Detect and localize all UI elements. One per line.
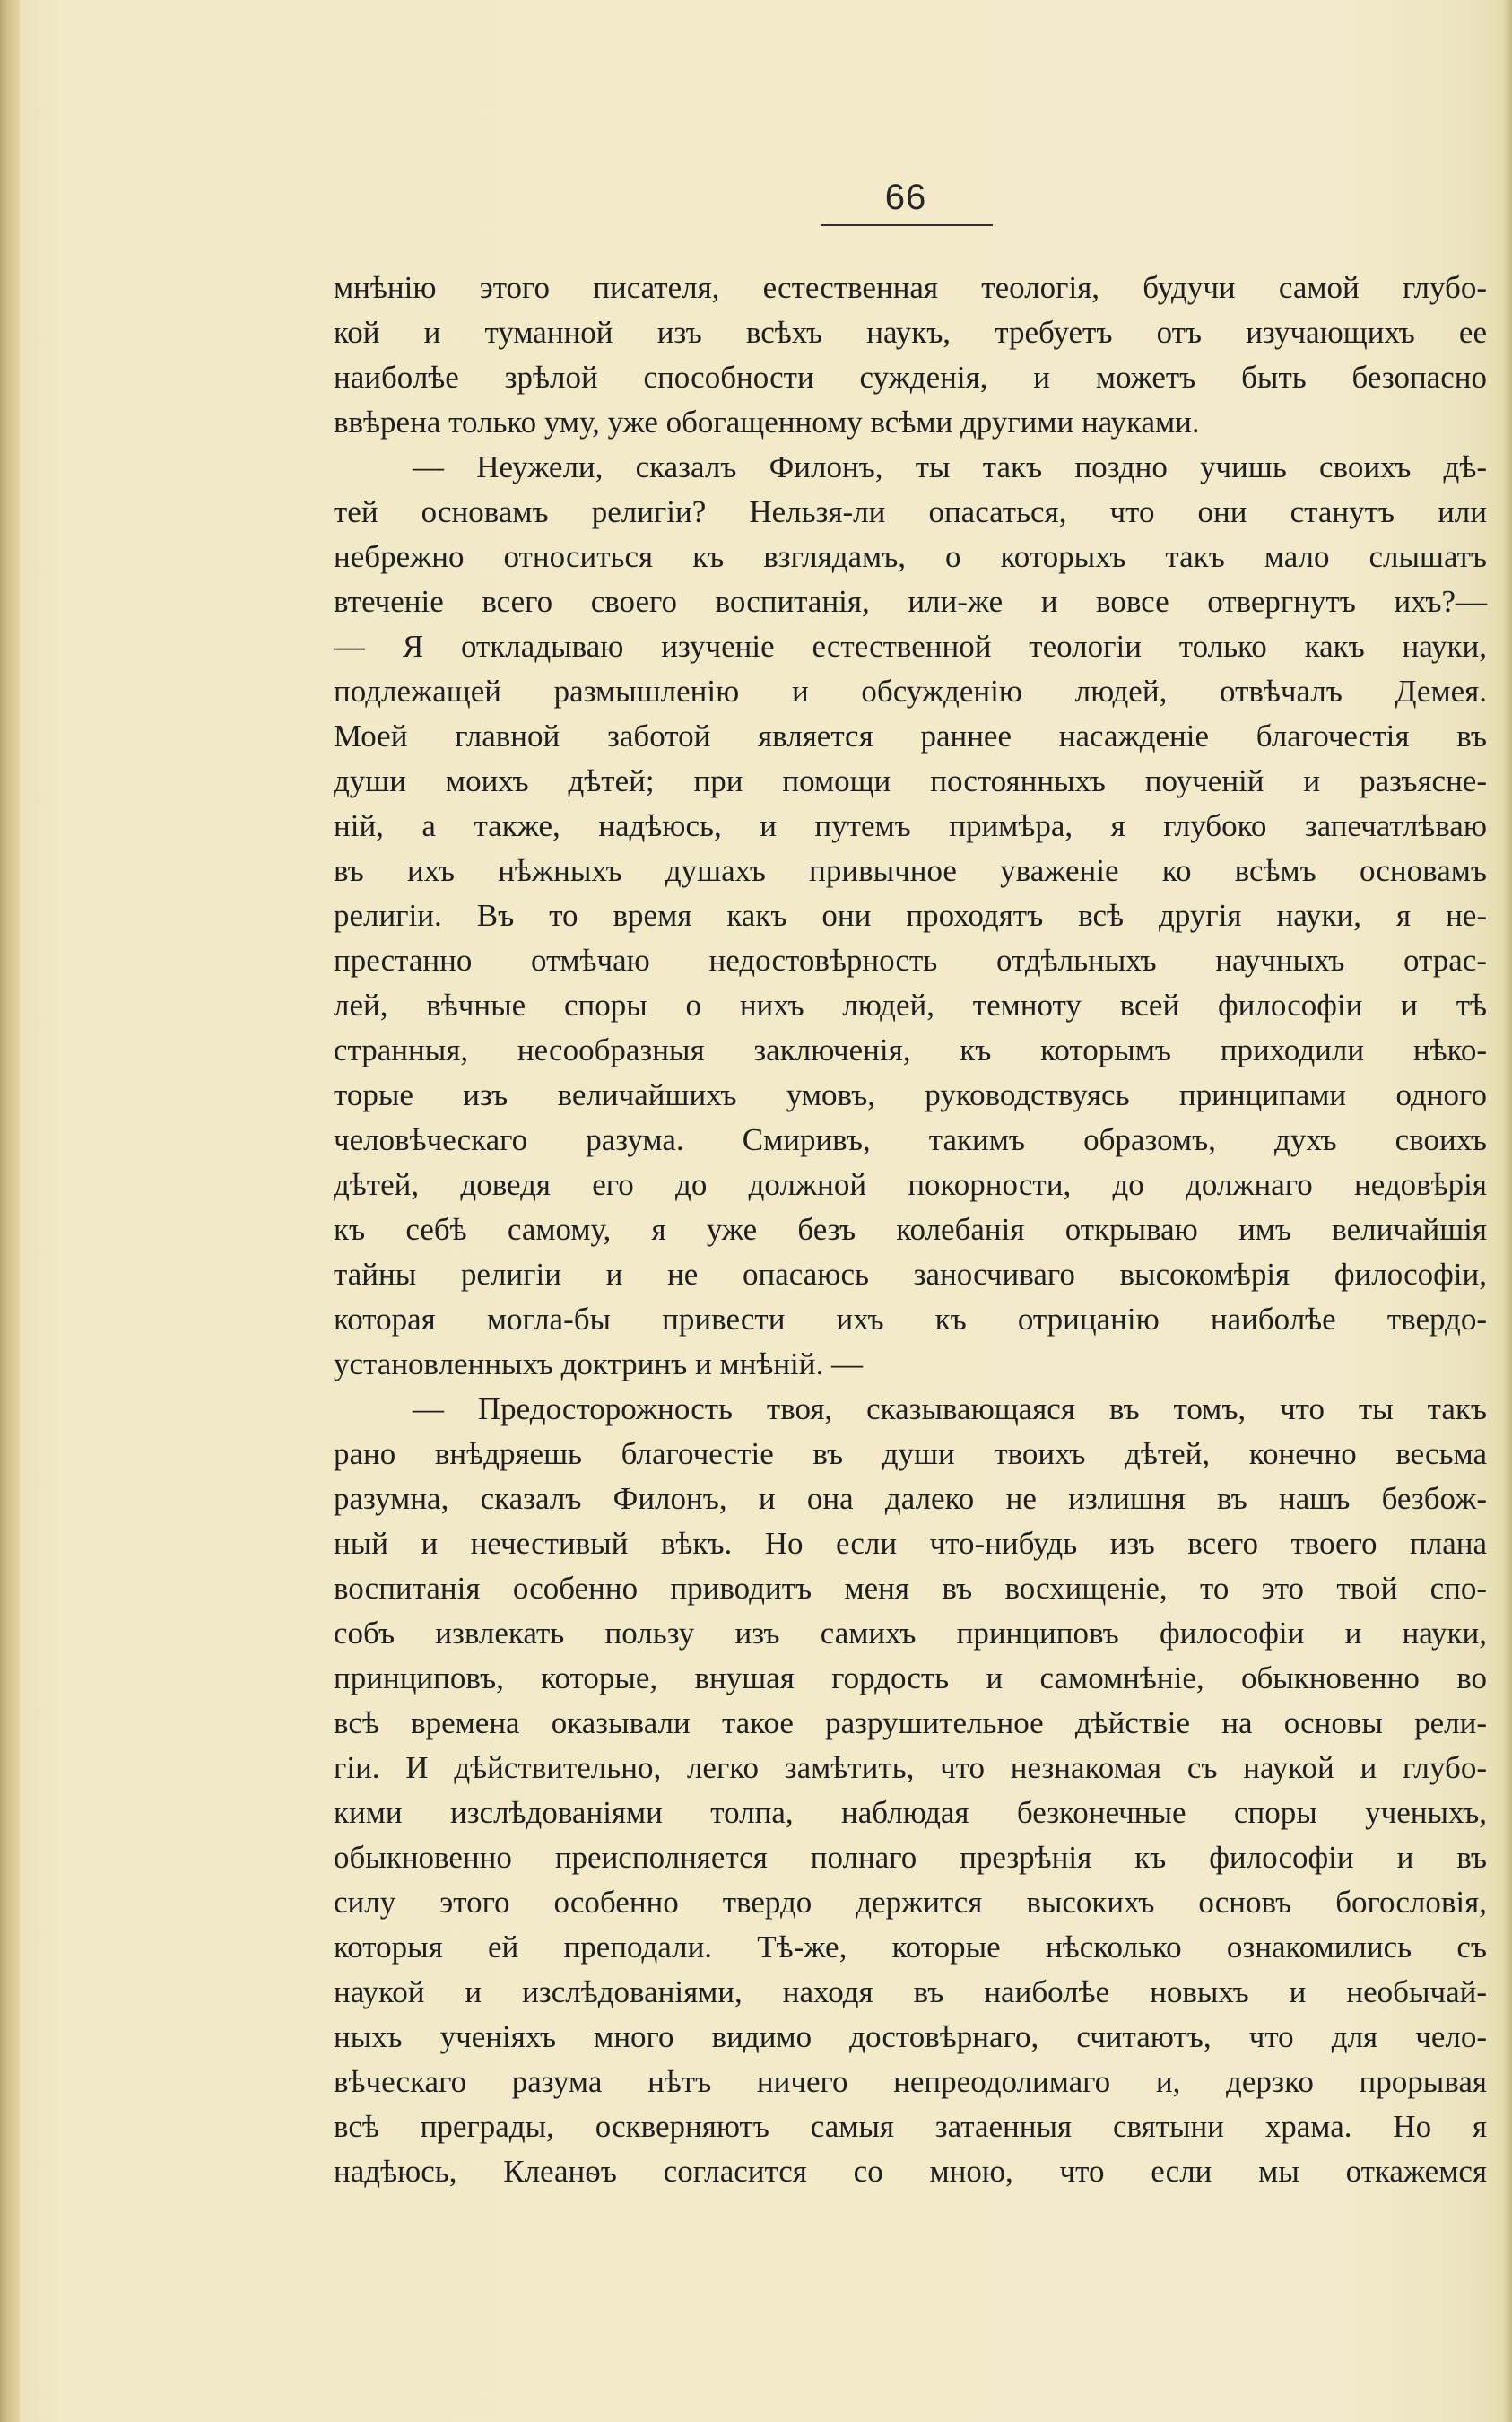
text-line: которая могла-бы привести ихъ къ отрицанію наиболѣе твердо- [334, 1302, 1487, 1337]
text-line: разумна, сказалъ Филонъ, и она далеко не излишня въ нашъ безбож- [334, 1481, 1487, 1516]
text-line: наиболѣе зрѣлой способности сужденія, и можетъ быть безопасно [334, 360, 1487, 395]
text-line: мнѣнію этого писателя, естественная теологія, будучи самой глубо- [334, 270, 1487, 305]
text-line: тей основамъ религіи? Нельзя-ли опасаться, что они станутъ или [334, 494, 1487, 529]
text-line: престанно отмѣчаю недостовѣрность отдѣльныхъ научныхъ отрас- [334, 943, 1487, 978]
text-line: торые изъ величайшихъ умовъ, руководствуясь принципами одного [334, 1077, 1487, 1112]
text-line: въ ихъ нѣжныхъ душахъ привычное уваженіе ко всѣмъ основамъ [334, 853, 1487, 888]
text-line: къ себѣ самому, я уже безъ колебанія открываю имъ величайшія [334, 1212, 1487, 1247]
text-line: — Неужели, сказалъ Филонъ, ты такъ поздно учишь своихъ дѣ- [413, 449, 1487, 484]
text-line: силу этого особенно твердо держится высокихъ основъ богословія, [334, 1885, 1487, 1920]
text-line: наукой и изслѣдованіями, находя въ наиболѣе новыхъ и необычай- [334, 1974, 1487, 2009]
text-line: кой и туманной изъ всѣхъ наукъ, требуетъ отъ изучающихъ ее [334, 315, 1487, 350]
page-number: 66 [884, 178, 927, 217]
text-line: рано внѣдряешь благочестіе въ души твоихъ дѣтей, конечно весьма [334, 1436, 1487, 1471]
text-line: установленныхъ доктринъ и мнѣній. — [334, 1346, 864, 1381]
text-line: кими изслѣдованіями толпа, наблюдая безконечные споры ученыхъ, [334, 1795, 1487, 1830]
text-line: всѣ преграды, оскверняютъ самыя затаенныя святыни храма. Но я [334, 2109, 1487, 2144]
text-line: ныхъ ученіяхъ много видимо достовѣрнаго, считаютъ, что для чело- [334, 2019, 1487, 2054]
text-line: подлежащей размышленію и обсужденію людей, отвѣчалъ Демея. [334, 674, 1487, 709]
text-line: надѣюсь, Клеанѳъ согласится со мною, что если мы откажемся [334, 2154, 1487, 2189]
text-line: религіи. Въ то время какъ они проходятъ всѣ другія науки, я не- [334, 898, 1487, 933]
text-line: гіи. И дѣйствительно, легко замѣтить, что незнакомая съ наукой и глубо- [334, 1750, 1487, 1785]
text-line: Моей главной заботой является раннее насажденіе благочестія въ [334, 719, 1487, 754]
text-line: втеченіе всего своего воспитанія, или-же и вовсе отвергнутъ ихъ?— [334, 584, 1487, 619]
text-line: — Я откладываю изученіе естественной теологіи только какъ науки, [334, 629, 1487, 664]
text-line: ввѣрена только уму, уже обогащенному всѣми другими науками. [334, 405, 1200, 440]
text-line: обыкновенно преисполняется полнаго презрѣнія къ философіи и въ [334, 1840, 1487, 1875]
text-line: собъ извлекать пользу изъ самихъ принциповъ философіи и науки, [334, 1616, 1487, 1651]
text-line: всѣ времена оказывали такое разрушительное дѣйствіе на основы рели- [334, 1705, 1487, 1740]
header-rule [821, 224, 993, 226]
text-line: небрежно относиться къ взглядамъ, о которыхъ такъ мало слышатъ [334, 539, 1487, 574]
text-line: ный и нечестивый вѣкъ. Но если что-нибудь изъ всего твоего плана [334, 1526, 1487, 1561]
text-line: странныя, несообразныя заключенія, къ которымъ приходили нѣко- [334, 1032, 1487, 1067]
text-line: воспитанія особенно приводитъ меня въ восхищеніе, то это твой спо- [334, 1571, 1487, 1606]
page-edge-shadow [1503, 0, 1512, 2422]
text-line: человѣческаго разума. Смиривъ, такимъ образомъ, духъ своихъ [334, 1122, 1487, 1157]
text-line: которыя ей преподали. Тѣ-же, которые нѣсколько ознакомились съ [334, 1930, 1487, 1965]
text-line: лей, вѣчные споры о нихъ людей, темноту всей философіи и тѣ [334, 988, 1487, 1023]
text-line: — Предосторожность твоя, сказывающаяся въ томъ, что ты такъ [413, 1391, 1487, 1426]
text-line: ній, а также, надѣюсь, и путемъ примѣра, я глубоко запечатлѣваю [334, 808, 1487, 843]
page-binding-shadow [0, 0, 20, 2422]
text-line: дѣтей, доведя его до должной покорности, до должнаго недовѣрія [334, 1167, 1487, 1202]
text-line: вѣческаго разума нѣтъ ничего непреодолимаго и, дерзко прорывая [334, 2064, 1487, 2099]
text-line: принциповъ, которые, внушая гордость и самомнѣніе, обыкновенно во [334, 1660, 1487, 1695]
text-line: тайны религіи и не опасаюсь заносчиваго высокомѣрія философіи, [334, 1257, 1487, 1292]
text-line: души моихъ дѣтей; при помощи постоянныхъ поученій и разъясне- [334, 763, 1487, 798]
